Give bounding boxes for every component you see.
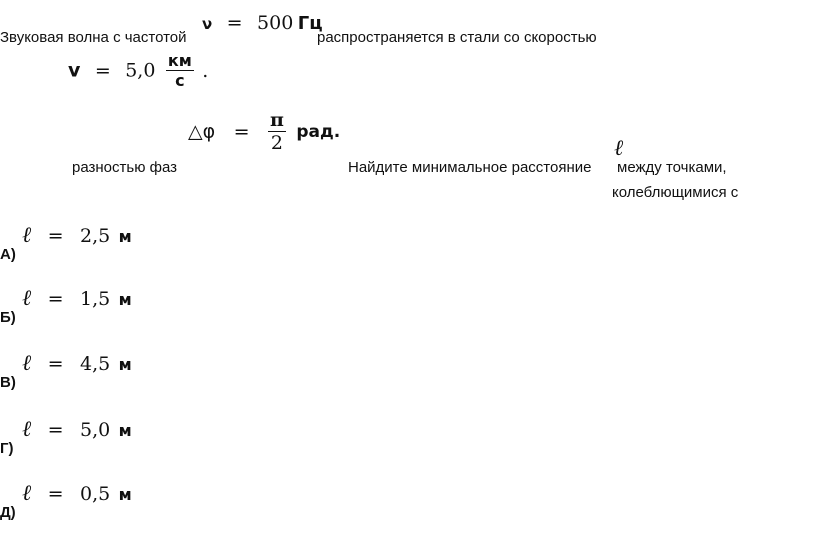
option-formula (22, 416, 132, 442)
option-label: Г) (0, 440, 14, 457)
option-unit: м (118, 485, 132, 504)
frequency-symbol: ν (202, 15, 213, 33)
option-label: А) (0, 246, 16, 263)
speed-formula (68, 51, 208, 90)
answer-option-d[interactable] (0, 416, 240, 462)
equals-sign: = (47, 483, 64, 505)
speed-unit-denominator: с (175, 71, 185, 90)
equals-sign: = (226, 12, 243, 34)
distance-symbol: ℓ (22, 481, 32, 506)
answer-option-a[interactable] (0, 222, 240, 268)
equals-sign: = (47, 353, 64, 375)
propagation-text: распространяется в стали со скоростью (317, 29, 597, 46)
equals-sign: = (94, 59, 111, 82)
distance-symbol: ℓ (614, 136, 624, 161)
phase-fraction (268, 109, 286, 154)
option-value: 1,5 (80, 288, 111, 310)
phase-unit: рад. (296, 121, 341, 142)
option-formula (22, 480, 132, 506)
distance-symbol: ℓ (22, 286, 32, 311)
phase-label: разностью фаз (72, 159, 178, 176)
frequency-formula (202, 12, 323, 34)
equals-sign: = (47, 288, 64, 310)
answer-option-e[interactable] (0, 480, 240, 526)
option-value: 4,5 (80, 353, 111, 375)
question-suffix-2: колеблющимися с (612, 184, 739, 201)
frequency-unit: Гц (297, 13, 323, 34)
option-label: Б) (0, 309, 16, 326)
answer-option-c[interactable] (0, 350, 240, 396)
speed-period: . (202, 59, 209, 82)
option-unit: м (118, 290, 132, 309)
option-formula (22, 222, 132, 248)
speed-symbol: v (68, 59, 81, 82)
intro-text: Звуковая волна с частотой (0, 29, 187, 46)
distance-symbol: ℓ (22, 351, 32, 376)
option-label: Д) (0, 504, 16, 521)
equals-sign: = (47, 225, 64, 247)
option-formula (22, 285, 132, 311)
phase-denominator: 2 (270, 132, 283, 154)
distance-symbol: ℓ (22, 223, 32, 248)
phase-numerator: π (269, 109, 284, 131)
option-unit: м (118, 355, 132, 374)
option-value: 0,5 (80, 483, 111, 505)
answer-option-b[interactable] (0, 285, 240, 331)
speed-unit-fraction (166, 51, 194, 90)
speed-unit-numerator: км (167, 51, 192, 70)
option-formula (22, 350, 132, 376)
distance-symbol: ℓ (22, 417, 32, 442)
question-suffix-1: между точками, (617, 159, 727, 176)
option-unit: м (118, 227, 132, 246)
option-label: В) (0, 374, 16, 391)
phase-formula (188, 109, 340, 154)
speed-value: 5,0 (125, 59, 156, 82)
option-unit: м (118, 421, 132, 440)
question-text: Найдите минимальное расстояние (348, 159, 592, 176)
equals-sign: = (47, 419, 64, 441)
option-value: 5,0 (80, 419, 111, 441)
frequency-value: 500 (257, 12, 294, 34)
option-value: 2,5 (80, 225, 111, 247)
equals-sign: = (233, 120, 250, 143)
phase-symbol: △φ (188, 120, 216, 143)
